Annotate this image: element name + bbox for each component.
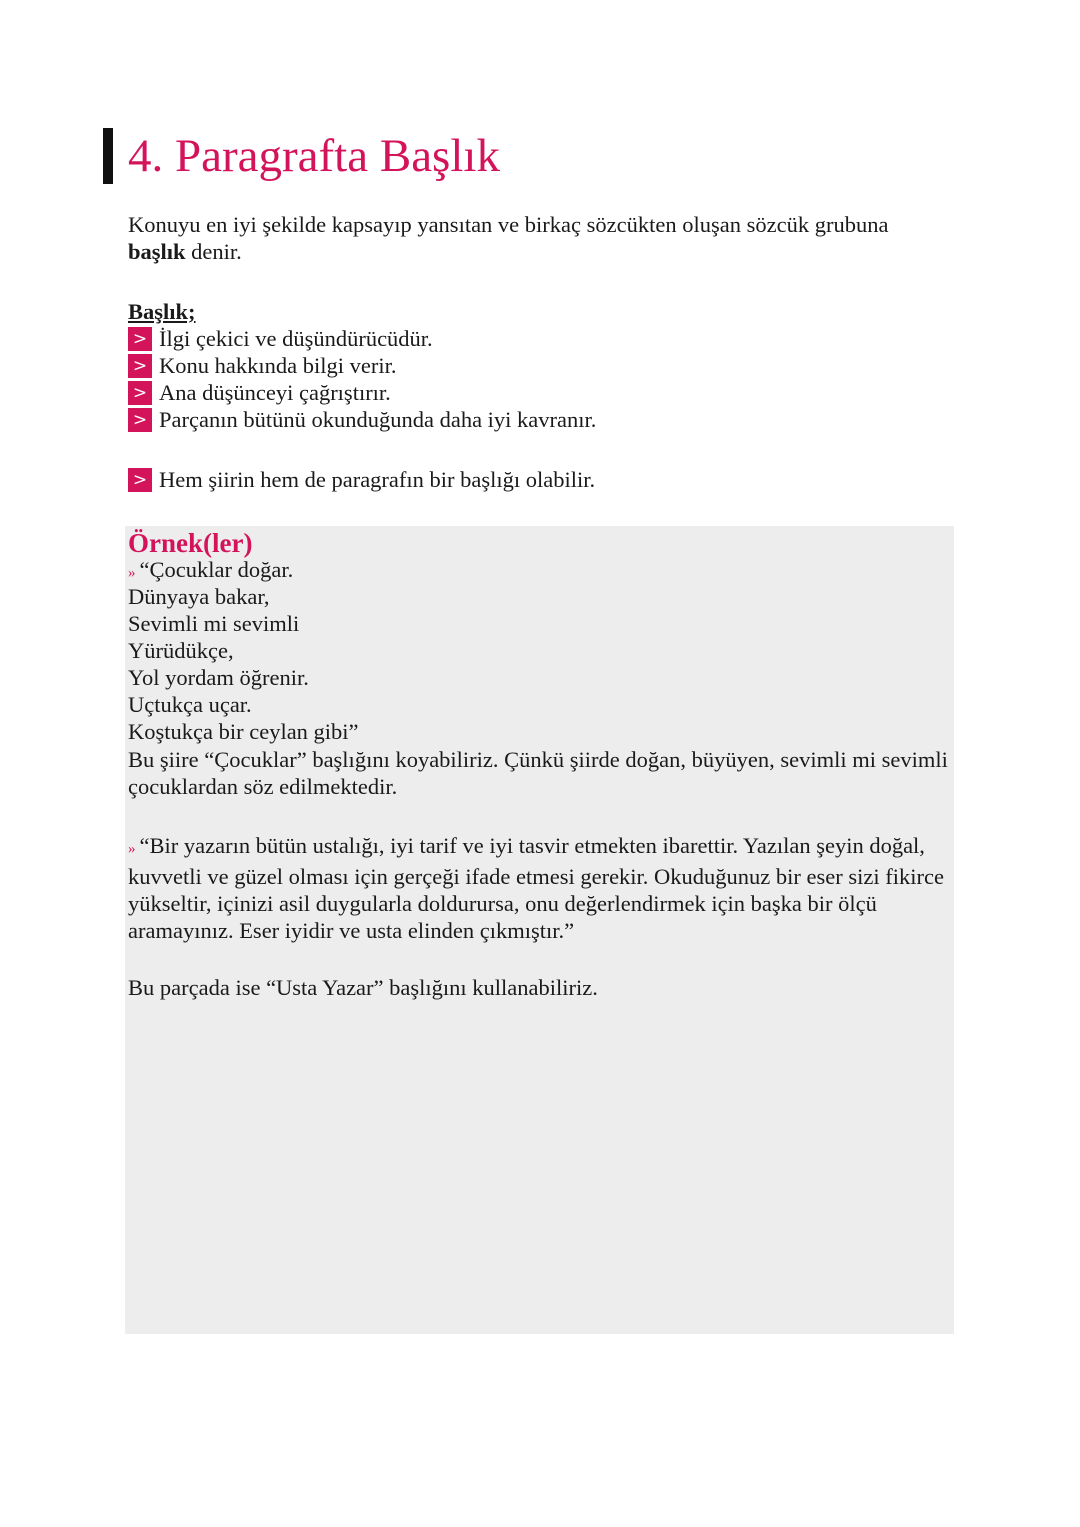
list-item [128,379,596,406]
title-accent-bar [103,128,113,184]
poem-line-text: “Çocuklar doğar. [139,557,294,582]
chevron-right-icon: > [128,408,152,432]
poem-line: Yürüdükçe, [128,638,234,663]
list-item [128,352,596,379]
quote-text: “Bir yazarın bütün ustalığı, iyi tarif ve iyi tasvir etmekten ibarettir. Yazılan şeyin doğal, kuvvetli ve güzel olması için gerçeği ifade etmesi gerekir. Okuduğunuz bir eser sizi fikirce yükseltir, içinizi asil duygularla doldurursa, onu değerlendirmek için başka bir ölçü aramayınız. Eser iyidir ve usta elinden çıkmıştır.” [128,833,944,943]
poem-line: Uçtukça uçar. [128,692,252,717]
features-heading: Başlık; [128,299,196,324]
intro-text-end: denir. [185,239,242,264]
note-line [128,466,595,493]
poem-line: Koştukça bir ceylan gibi” [128,719,359,744]
list-item-text: Ana düşünceyi çağrıştırır. [159,380,391,405]
chevron-right-icon: > [128,381,152,405]
features-list [128,325,596,433]
chevron-right-icon: > [128,354,152,378]
chevron-right-icon: > [128,468,152,492]
page-title: 4. Paragrafta Başlık [128,130,500,182]
intro-paragraph [128,211,948,265]
intro-text-start: Konuyu en iyi şekilde kapsayıp yansıtan ve birkaç sözcükten oluşan sözcük grubuna [128,212,889,237]
chevron-right-icon: > [128,327,152,351]
poem-explanation: Bu şiire “Çocuklar” başlığını koyabiliriz. Çünkü şiirde doğan, büyüyen, sevimli mi sevimli çocuklardan söz edilmektedir. [128,747,948,799]
quote-explanation: Bu parçada ise “Usta Yazar” başlığını kullanabiliriz. [128,975,598,1000]
list-item [128,406,596,433]
note-text: Hem şiirin hem de paragrafın bir başlığı olabilir. [159,467,596,492]
poem-line: Sevimli mi sevimli [128,611,300,636]
examples-title: Örnek(ler) [128,528,253,558]
list-item-text: İlgi çekici ve düşündürücüdür. [159,326,433,351]
quote-paragraph [128,832,948,944]
poem [128,556,943,745]
poem-line: Dünyaya bakar, [128,584,270,609]
double-chevron-icon: » [128,565,136,581]
list-item [128,325,596,352]
list-item-text: Parçanın bütünü okunduğunda daha iyi kavranır. [159,407,597,432]
examples-box [125,526,954,1334]
intro-bold-term: başlık [128,239,186,264]
poem-line: Yol yordam öğrenir. [128,665,309,690]
poem-line [128,556,943,583]
double-chevron-icon: » [128,841,136,857]
list-item-text: Konu hakkında bilgi verir. [159,353,397,378]
